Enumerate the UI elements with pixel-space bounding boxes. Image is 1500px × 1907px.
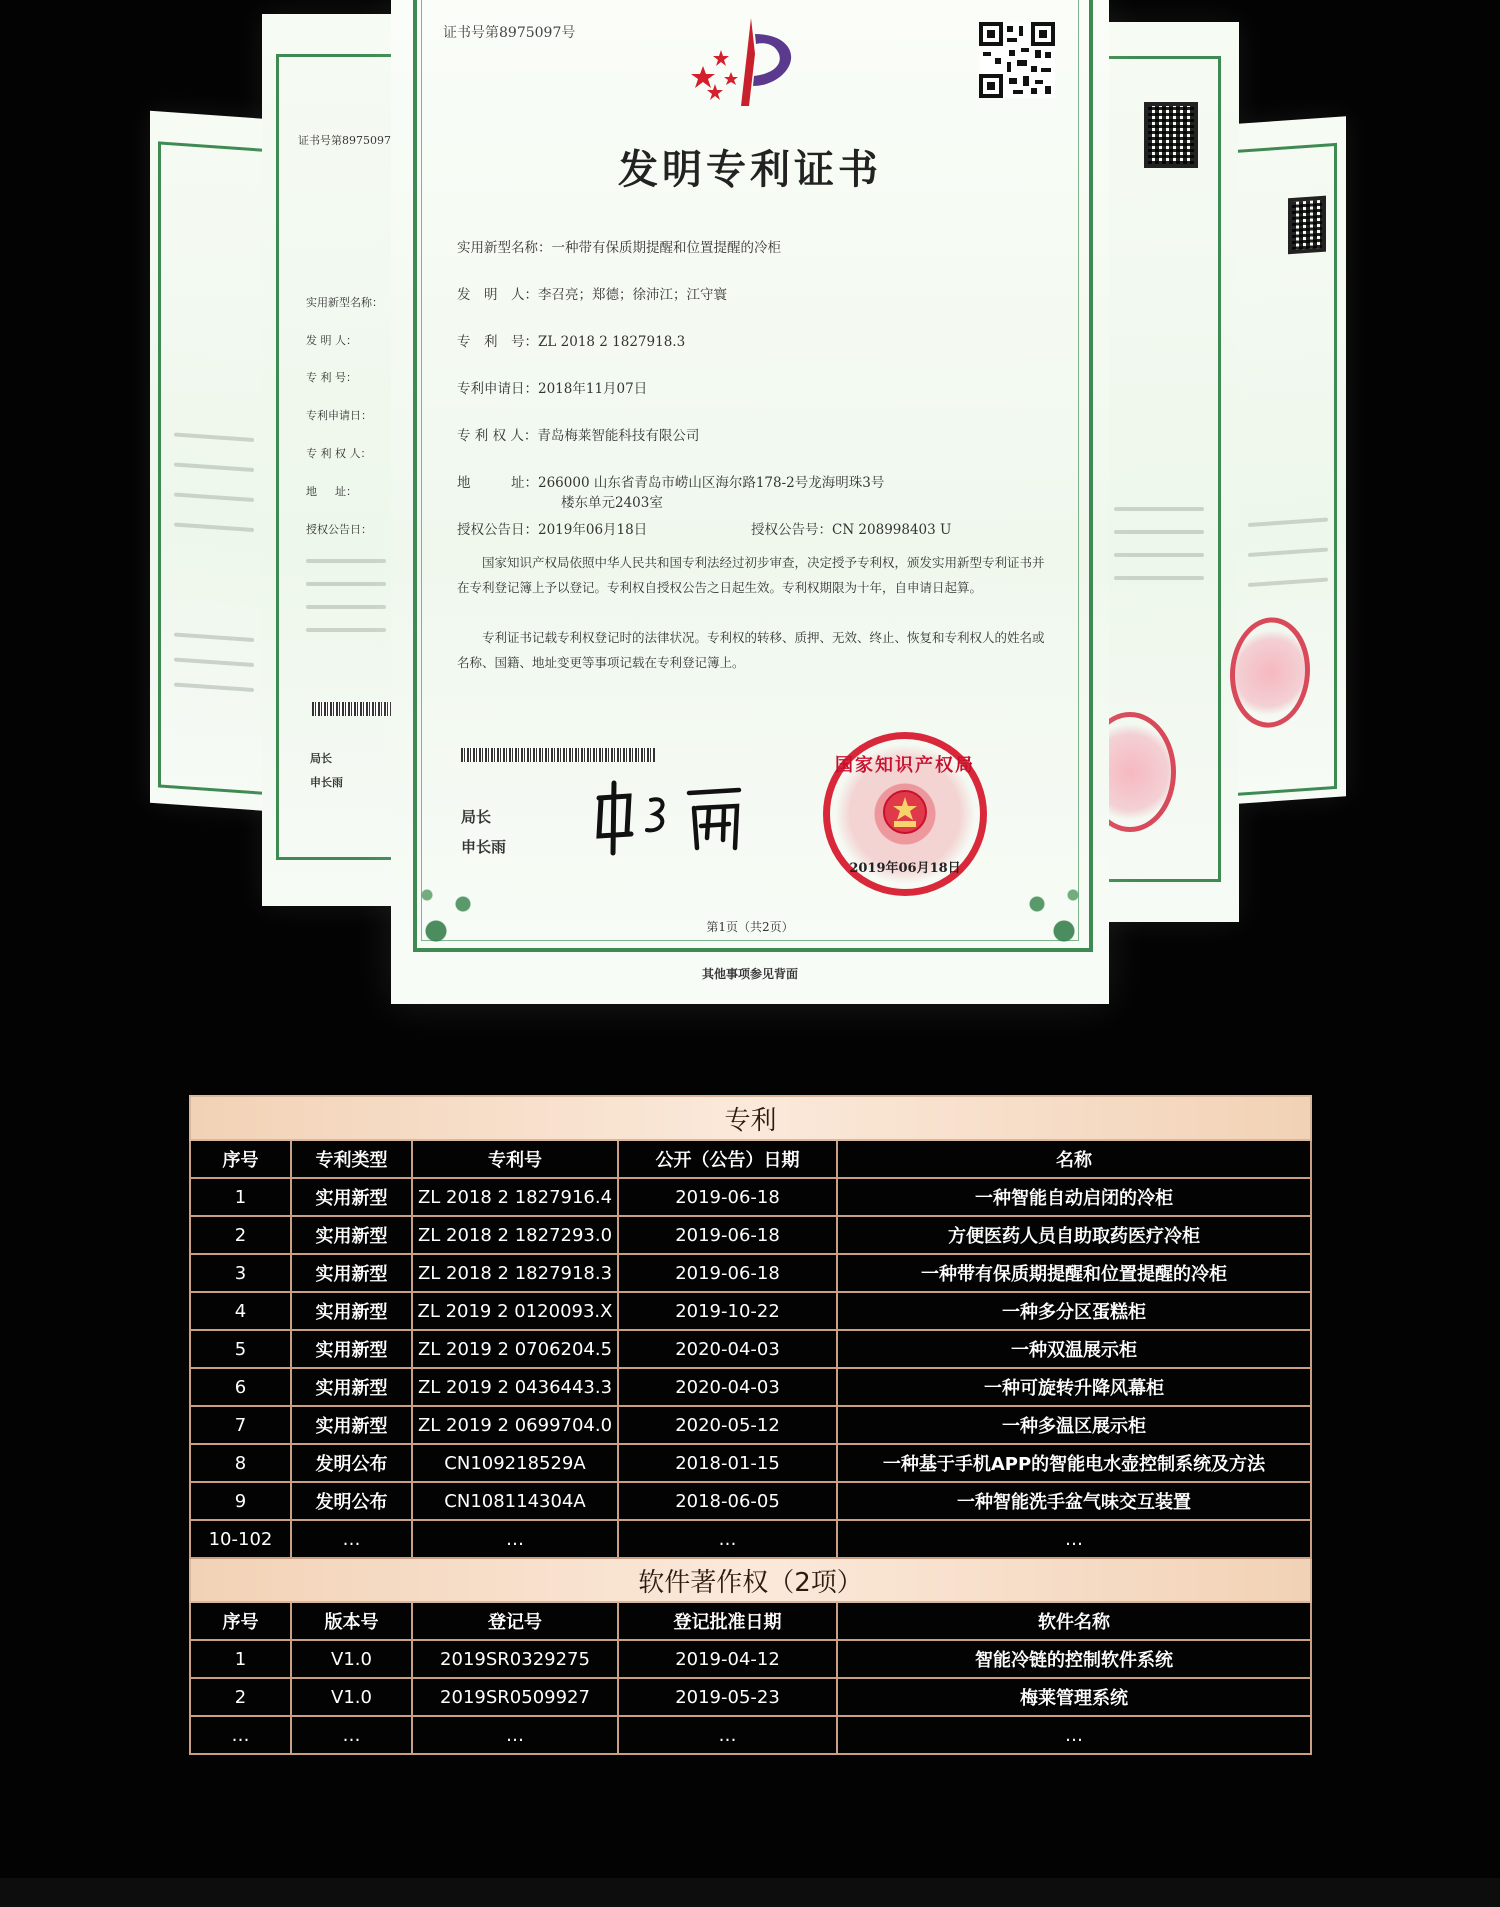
certificate-back-right	[1104, 22, 1239, 922]
national-emblem-icon	[882, 789, 928, 835]
cell-type: …	[291, 1520, 412, 1558]
cell-date: …	[618, 1716, 837, 1754]
cell-number: CN108114304A	[412, 1482, 618, 1520]
cell-index: 9	[190, 1482, 291, 1520]
cell-index: 3	[190, 1254, 291, 1292]
cell-type: 实用新型	[291, 1330, 412, 1368]
col-header: 版本号	[291, 1602, 412, 1640]
field-grant-date: 授权公告日：2019年06月18日	[457, 522, 648, 538]
official-seal-icon: 国家知识产权局 2019年06月18日	[823, 732, 987, 896]
cell-number: ZL 2018 2 1827916.4	[412, 1178, 618, 1216]
qr-code-icon	[1144, 102, 1198, 168]
bottom-bar	[0, 1878, 1500, 1907]
certificate-number: 证书号第8975097号	[443, 25, 576, 41]
certificate-paragraph-2: 专利证书记载专利权登记时的法律状况。专利权的转移、质押、无效、终止、恢复和专利权人的姓名或名称、国籍、地址变更等事项记载在专利登记簿上。	[457, 630, 1045, 670]
cell-number: ZL 2019 2 0706204.5	[412, 1330, 618, 1368]
field-address: 地 址：266000 山东省青岛市崂山区海尔路178-2号龙海明珠3号	[457, 475, 885, 491]
table-row	[190, 1368, 1311, 1406]
field-inventor: 发 明 人：李召亮；郑德；徐沛江；江守寰	[457, 287, 727, 303]
patents-section-title	[190, 1096, 1311, 1140]
cell-name: 一种基于手机APP的智能电水壶控制系统及方法	[837, 1444, 1311, 1482]
certificate-back-left: 证书号第8975097 实用新型名称： 发 明 人： 专 利 号： 专利申请日： 专 利 权 人： 地 址： 授权公告日： 局长 申长雨	[262, 14, 397, 906]
col-header: 软件名称	[837, 1602, 1311, 1640]
software-title: 软件著作权（2项）	[190, 1558, 1311, 1602]
cell-name: 一种带有保质期提醒和位置提醒的冷柜	[837, 1254, 1311, 1292]
col-header: 名称	[837, 1140, 1311, 1178]
certificate-title: 发明专利证书	[618, 146, 882, 193]
table-row	[190, 1254, 1311, 1292]
cell-type: 发明公布	[291, 1444, 412, 1482]
patents-header-row	[190, 1140, 1311, 1178]
table-row	[190, 1292, 1311, 1330]
cell-version: V1.0	[291, 1678, 412, 1716]
certificate-back-right-far	[1238, 116, 1346, 804]
table-row	[190, 1178, 1311, 1216]
table-row	[190, 1640, 1311, 1678]
cell-date: 2020-05-12	[618, 1406, 837, 1444]
software-section-title	[190, 1558, 1311, 1602]
cell-number: ZL 2018 2 1827918.3	[412, 1254, 618, 1292]
cell-index: 5	[190, 1330, 291, 1368]
field-filing-date: 专利申请日：2018年11月07日	[457, 381, 648, 397]
cell-type: 实用新型	[291, 1368, 412, 1406]
cell-reg-number: 2019SR0329275	[412, 1640, 618, 1678]
cell-date: 2020-04-03	[618, 1330, 837, 1368]
software-header-row	[190, 1602, 1311, 1640]
cell-type: 实用新型	[291, 1216, 412, 1254]
table-row	[190, 1520, 1311, 1558]
cell-name: 一种双温展示柜	[837, 1330, 1311, 1368]
certificate-paragraph-1: 国家知识产权局依照中华人民共和国专利法经过初步审查，决定授予专利权，颁发实用新型专利证书并在专利登记簿上予以登记。专利权自授权公告之日起生效。专利权期限为十年，自申请日起算。	[457, 555, 1045, 595]
ip-table	[189, 1095, 1312, 1755]
table-row	[190, 1216, 1311, 1254]
field-patent-number: 专 利 号：ZL 2018 2 1827918.3	[457, 334, 686, 350]
signature-icon	[589, 778, 759, 858]
col-header: 公开（公告）日期	[618, 1140, 837, 1178]
col-header: 登记批准日期	[618, 1602, 837, 1640]
cell-index: 7	[190, 1406, 291, 1444]
table-row	[190, 1482, 1311, 1520]
cell-type: 实用新型	[291, 1406, 412, 1444]
table-row	[190, 1716, 1311, 1754]
field-patentee: 专 利 权 人：青岛梅莱智能科技有限公司	[457, 428, 700, 444]
col-header: 登记号	[412, 1602, 618, 1640]
patents-title: 专利	[190, 1096, 1311, 1140]
cell-date: 2019-10-22	[618, 1292, 837, 1330]
col-header: 序号	[190, 1140, 291, 1178]
cell-reg-number: 2019SR0509927	[412, 1678, 618, 1716]
qr-code-icon	[1288, 196, 1326, 255]
cell-type: 实用新型	[291, 1292, 412, 1330]
cell-version: …	[291, 1716, 412, 1754]
cell-type: 实用新型	[291, 1178, 412, 1216]
cell-date: 2019-06-18	[618, 1216, 837, 1254]
cnipa-emblem-icon	[691, 14, 811, 109]
col-header: 专利号	[412, 1140, 618, 1178]
cell-name: …	[837, 1716, 1311, 1754]
cell-name: 一种可旋转升降风幕柜	[837, 1368, 1311, 1406]
qr-code-icon	[979, 22, 1055, 98]
cell-date: …	[618, 1520, 837, 1558]
table-row	[190, 1406, 1311, 1444]
cell-number: ZL 2019 2 0699704.0	[412, 1406, 618, 1444]
cell-index: …	[190, 1716, 291, 1754]
cell-index: 10-102	[190, 1520, 291, 1558]
field-address-line2: 楼东单元2403室	[561, 495, 663, 511]
cell-index: 1	[190, 1178, 291, 1216]
cell-index: 6	[190, 1368, 291, 1406]
cell-date: 2018-06-05	[618, 1482, 837, 1520]
cell-index: 1	[190, 1640, 291, 1678]
cell-date: 2019-04-12	[618, 1640, 837, 1678]
field-name: 实用新型名称：一种带有保质期提醒和位置提醒的冷柜	[457, 240, 781, 256]
cell-type: 实用新型	[291, 1254, 412, 1292]
cell-name: 一种智能洗手盆气味交互装置	[837, 1482, 1311, 1520]
patent-certificate	[391, 0, 1109, 1004]
director-title: 局长	[461, 808, 492, 826]
cell-name: 一种智能自动启闭的冷柜	[837, 1178, 1311, 1216]
cell-name: 梅莱管理系统	[837, 1678, 1311, 1716]
cell-name: 一种多分区蛋糕柜	[837, 1292, 1311, 1330]
cell-date: 2019-05-23	[618, 1678, 837, 1716]
cell-number: CN109218529A	[412, 1444, 618, 1482]
cell-index: 2	[190, 1216, 291, 1254]
cell-index: 8	[190, 1444, 291, 1482]
cell-date: 2018-01-15	[618, 1444, 837, 1482]
cell-index: 4	[190, 1292, 291, 1330]
cell-name: …	[837, 1520, 1311, 1558]
barcode-icon	[461, 748, 655, 762]
cell-index: 2	[190, 1678, 291, 1716]
footer-note: 其他事项参见背面	[701, 967, 798, 981]
cell-date: 2020-04-03	[618, 1368, 837, 1406]
field-announce-number: 授权公告号：CN 208998403 U	[751, 522, 952, 538]
page-number: 第1页（共2页）	[706, 920, 794, 934]
cell-number: ZL 2019 2 0120093.X	[412, 1292, 618, 1330]
cell-number: ZL 2019 2 0436443.3	[412, 1368, 618, 1406]
table-row	[190, 1678, 1311, 1716]
director-name: 申长雨	[461, 838, 507, 856]
ip-tables	[189, 1095, 1310, 1755]
corner-ornament-icon	[1001, 868, 1091, 958]
col-header: 序号	[190, 1602, 291, 1640]
cell-name: 方便医药人员自助取药医疗冷柜	[837, 1216, 1311, 1254]
corner-ornament-icon	[409, 868, 499, 958]
cell-name: 一种多温区展示柜	[837, 1406, 1311, 1444]
certificate-back-left-far	[150, 111, 270, 811]
table-row	[190, 1330, 1311, 1368]
cell-number: ZL 2018 2 1827293.0	[412, 1216, 618, 1254]
cell-type: 发明公布	[291, 1482, 412, 1520]
cell-version: V1.0	[291, 1640, 412, 1678]
table-row	[190, 1444, 1311, 1482]
col-header: 专利类型	[291, 1140, 412, 1178]
cell-date: 2019-06-18	[618, 1178, 837, 1216]
cell-reg-number: …	[412, 1716, 618, 1754]
cell-date: 2019-06-18	[618, 1254, 837, 1292]
cell-number: …	[412, 1520, 618, 1558]
cell-name: 智能冷链的控制软件系统	[837, 1640, 1311, 1678]
